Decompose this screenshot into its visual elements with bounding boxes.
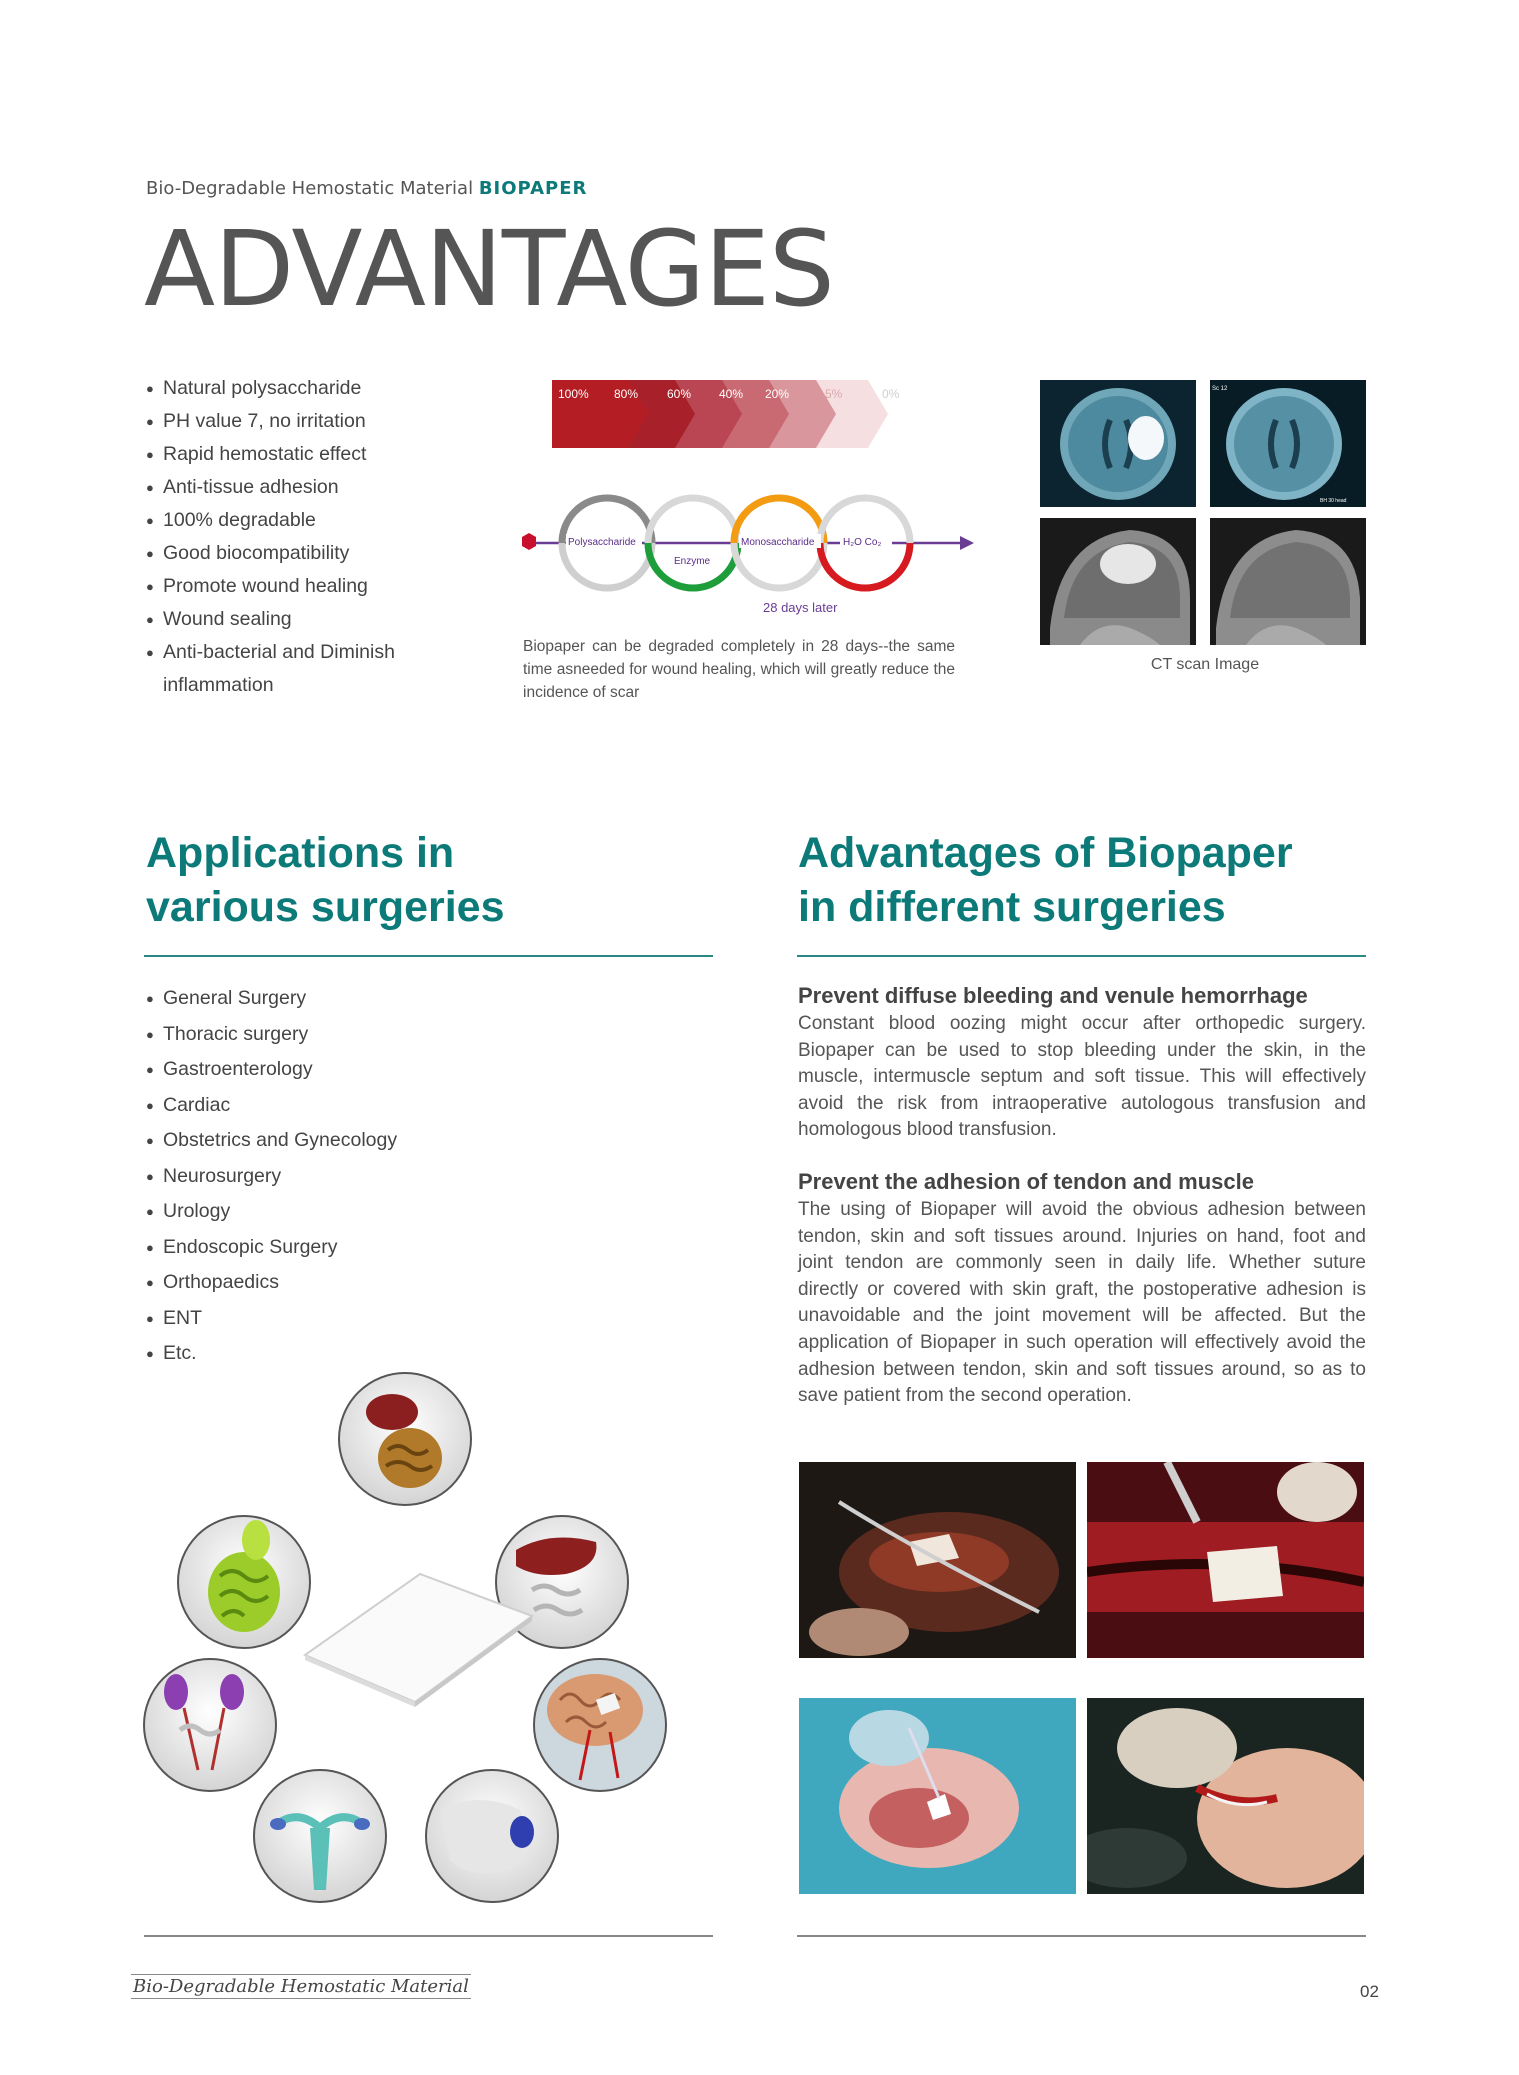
brand-line (146, 178, 587, 199)
list-item: ● Etc. (146, 1336, 566, 1372)
stage-label: Polysaccharide (568, 537, 636, 548)
ct-scan-image (1210, 380, 1366, 507)
organ-brain-icon (534, 1659, 666, 1791)
list-item: ● Rapid hemostatic effect (146, 438, 446, 471)
percent-label: 5% (825, 387, 843, 401)
surgery-advantages-title-line: Advantages of Biopaper (798, 829, 1293, 877)
percent-label: 60% (667, 387, 692, 401)
list-item: ● Anti-bacterial and Diminish inflammation (146, 636, 446, 702)
divider (144, 955, 713, 957)
footer-label: Bio-Degradable Hemostatic Material (133, 1976, 469, 1997)
list-item: ● Gastroenterology (146, 1052, 566, 1088)
surgery-photo (799, 1698, 1076, 1894)
percent-label: 20% (765, 387, 790, 401)
divider (797, 955, 1366, 957)
list-item: ● General Surgery (146, 981, 566, 1017)
ct-scan-grid (1040, 380, 1370, 640)
section-heading: Prevent the adhesion of tendon and muscle (798, 1169, 1254, 1194)
percent-label: 40% (719, 387, 744, 401)
percent-label: 80% (614, 387, 639, 401)
section-heading: Prevent diffuse bleeding and venule hemorrhage (798, 983, 1308, 1008)
percent-label: 100% (558, 387, 589, 401)
list-item: ● Wound sealing (146, 603, 446, 636)
arrow-head-icon (960, 536, 974, 550)
stage-label: Enzyme (674, 556, 711, 567)
organ-intestine-icon (178, 1516, 310, 1648)
list-item: ● ENT (146, 1301, 566, 1337)
applications-list (146, 981, 566, 1372)
organ-bladder-icon (426, 1770, 558, 1902)
degradation-diagram (510, 372, 980, 622)
advantages-list (146, 372, 446, 702)
list-item: ● Good biocompatibility (146, 537, 446, 570)
surgery-photo (1087, 1698, 1364, 1894)
surgery-photo (1087, 1462, 1364, 1658)
degradation-caption: Biopaper can be degraded completely in 28 days--the same time asneeded for wound healing, which will greatly reduce the incidence of scar (523, 638, 955, 701)
surgery-advantages-title-line: in different surgeries (798, 883, 1226, 931)
surgery-advantages-title (798, 826, 1378, 934)
list-item: ● Obstetrics and Gynecology (146, 1123, 566, 1159)
time-label: 28 days later (763, 600, 838, 615)
list-item: ● Orthopaedics (146, 1265, 566, 1301)
organ-kidney-icon (144, 1659, 276, 1791)
start-hexagon-icon (522, 533, 536, 550)
list-item: ● Natural polysaccharide (146, 372, 446, 405)
list-item: ● 100% degradable (146, 504, 446, 537)
list-item: ● Promote wound healing (146, 570, 446, 603)
ct-scan-image (1040, 380, 1196, 507)
applications-title (146, 826, 706, 934)
surgery-photo (799, 1462, 1076, 1658)
footer-divider (144, 1935, 713, 1937)
svg-text:Sc 12: Sc 12 (1212, 386, 1228, 392)
organ-uterus-icon (254, 1770, 386, 1902)
ct-corner-text: BH 30 head (1320, 498, 1347, 504)
ct-scan-image (1040, 518, 1196, 645)
list-item: ● Endoscopic Surgery (146, 1230, 566, 1266)
brand-name: BIOPAPER (478, 178, 588, 199)
footer-divider (797, 1935, 1366, 1937)
page-number: 02 (1360, 1982, 1379, 2001)
brand-prefix: Bio-Degradable Hemostatic Material (146, 178, 474, 199)
ct-caption: CT scan Image (1150, 656, 1260, 673)
list-item: ● Urology (146, 1194, 566, 1230)
anatomy-illustration (140, 1370, 680, 1910)
stage-label: H₂O Co₂ (843, 537, 882, 548)
list-item: ● Anti-tissue adhesion (146, 471, 446, 504)
section-text: Constant blood oozing might occur after orthopedic surgery. Biopaper can be used to stop bleeding under the skin, in the muscle, intermuscle septum and soft tissue. This will effectively avoid the risk from intraoperative autologous transfusion and homologous blood transfusion. (798, 1013, 1366, 1141)
list-item: ● PH value 7, no irritation (146, 405, 446, 438)
ct-scan-image (1210, 518, 1366, 645)
stage-label: Monosaccharide (741, 537, 815, 548)
list-item: ● Neurosurgery (146, 1159, 566, 1195)
section-text: The using of Biopaper will avoid the obvious adhesion between tendon, skin and soft tissues around. Injuries on hand, foot and joint tendon are commonly seen in daily life. Whether suture directly or covered with skin graft, the postoperative adhesion is unavoidable and the joint movement will be affected. But the application of Biopaper in such operation will effectively avoid the adhesion between tendon, skin and soft tissues around, so as to save patient from the second operation. (798, 1199, 1366, 1407)
applications-title-line: Applications in (146, 829, 455, 877)
list-item: ● Cardiac (146, 1088, 566, 1124)
organ-digestive-icon (339, 1373, 471, 1505)
list-item: ● Thoracic surgery (146, 1017, 566, 1053)
percent-label: 0% (882, 387, 900, 401)
applications-title-line: various surgeries (146, 883, 505, 931)
page-title: ADVANTAGES (144, 208, 834, 330)
